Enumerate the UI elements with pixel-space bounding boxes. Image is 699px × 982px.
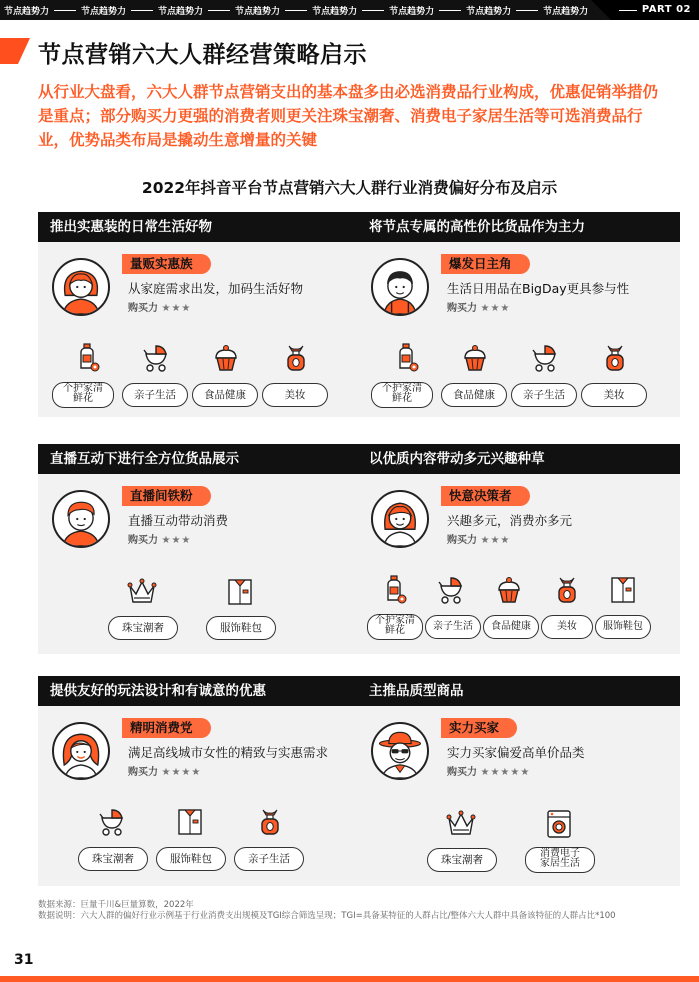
category-chip: 美妆 (581, 383, 647, 407)
category-chip: 消费电子 家居生活 (525, 847, 595, 873)
persona-description: 从家庭需求出发，加码生活好物 (128, 281, 304, 296)
panel-heading: 以优质内容带动多元兴趣种草 (357, 444, 680, 474)
section-tag: 节点趋势力 (312, 6, 358, 17)
page-title: 节点营销六大人群经营策略启示 (38, 42, 367, 68)
purchasing-power: 购买力 ★★★ (128, 303, 192, 314)
shirt-icon (607, 574, 639, 606)
category-chip: 个护家清 鲜花 (371, 382, 433, 408)
part-badge (611, 0, 699, 20)
category-chip: 服饰鞋包 (206, 616, 276, 640)
data-note: 数据说明：六大人群的偏好行业示例基于行业消费支出规模及TGI综合筛选呈现；TGI=具备某特征的人群占比/整体六大人群中具备该特征的人群占比*100 (38, 911, 616, 921)
category-chip: 个护家清 鲜花 (52, 382, 114, 408)
category-chip: 个护家清 鲜花 (367, 614, 423, 640)
star-rating: ★★★ (161, 303, 192, 314)
bottle-icon (72, 342, 104, 374)
category-chip: 亲子生活 (122, 383, 188, 407)
panel-heading: 提供友好的玩法设计和有诚意的优惠 (38, 676, 361, 706)
avatar (371, 490, 429, 548)
bottle-icon (379, 574, 411, 606)
star-rating: ★★★★★ (480, 767, 531, 778)
section-tag: 节点趋势力 (158, 6, 204, 17)
persona-description: 直播互动带动消费 (128, 513, 229, 528)
shirt-icon (224, 576, 256, 608)
section-tag: 节点趋势力 (81, 6, 127, 17)
category-chip: 服饰鞋包 (156, 847, 226, 871)
persona-name: 实力买家 (441, 718, 517, 738)
star-rating: ★★★ (480, 535, 511, 546)
data-source: 数据来源：巨量千川&巨量算数，2022年 (38, 900, 194, 910)
purchasing-power: 购买力 ★★★★★ (447, 767, 531, 778)
category-chip: 亲子生活 (425, 615, 481, 639)
cupcake-icon (493, 574, 525, 606)
persona-panel (38, 212, 361, 417)
avatar (371, 258, 429, 316)
category-chip: 亲子生活 (234, 847, 304, 871)
title-accent-shape (0, 38, 30, 64)
category-chip: 珠宝潮奢 (108, 616, 178, 640)
category-chip: 食品健康 (192, 383, 258, 407)
persona-panel (357, 676, 680, 886)
purchasing-power: 购买力 ★★★ (447, 303, 511, 314)
top-banner (0, 0, 699, 20)
persona-description: 满足高线城市女性的精致与实惠需求 (128, 745, 329, 760)
persona-description: 兴趣多元，消费亦多元 (447, 513, 573, 528)
purchasing-power: 购买力 ★★★ (128, 535, 192, 546)
category-chip: 珠宝潮奢 (78, 847, 148, 871)
perfume-icon (254, 806, 286, 838)
panel-heading: 推出实惠装的日常生活好物 (38, 212, 361, 242)
avatar (52, 722, 110, 780)
cupcake-icon (210, 342, 242, 374)
category-chip: 食品健康 (483, 615, 539, 639)
category-chip: 美妆 (541, 615, 593, 639)
section-title: 2022年抖音平台节点营销六大人群行业消费偏好分布及启示 (141, 179, 558, 197)
category-chip: 美妆 (262, 383, 328, 407)
shirt-icon (174, 806, 206, 838)
crown-icon (126, 576, 158, 608)
persona-name: 快意决策者 (441, 486, 530, 506)
persona-name: 量贩实惠族 (122, 254, 211, 274)
persona-panel (357, 444, 680, 654)
persona-description: 生活日用品在BigDay更具参与性 (447, 281, 630, 296)
section-tag: 节点趋势力 (235, 6, 281, 17)
avatar (52, 490, 110, 548)
category-chip: 服饰鞋包 (595, 615, 651, 639)
category-chip: 食品健康 (441, 383, 507, 407)
avatar (52, 258, 110, 316)
panel-heading: 将节点专属的高性价比货品作为主力 (357, 212, 680, 242)
avatar (371, 722, 429, 780)
cupcake-icon (459, 342, 491, 374)
persona-name: 直播间铁粉 (122, 486, 211, 506)
persona-description: 实力买家偏爱高单价品类 (447, 745, 585, 760)
crown-icon (445, 808, 477, 840)
panel-heading: 直播互动下进行全方位货品展示 (38, 444, 361, 474)
category-chip: 亲子生活 (511, 383, 577, 407)
perfume-icon (551, 574, 583, 606)
washer-icon (543, 808, 575, 840)
category-chip: 珠宝潮奢 (427, 848, 497, 872)
intro-text: 从行业大盘看，六大人群节点营销支出的基本盘多由必选消费品行业构成，优惠促销举措仍是重点；部分购买力更强的消费者则更关注珠宝潮奢、消费电子家居生活等可选消费品行业，优势品类布局是撬动生意增量的关键 (38, 83, 659, 149)
persona-panel (38, 676, 361, 886)
section-tag: 节点趋势力 (543, 6, 589, 17)
bottle-icon (391, 342, 423, 374)
page-number: 31 (14, 952, 34, 968)
persona-panel (357, 212, 680, 417)
stroller-icon (435, 574, 467, 606)
perfume-icon (599, 342, 631, 374)
purchasing-power: 购买力 ★★★★ (128, 767, 202, 778)
persona-panel (38, 444, 361, 654)
perfume-icon (280, 342, 312, 374)
section-tag: 节点趋势力 (389, 6, 435, 17)
stroller-icon (96, 806, 128, 838)
star-rating: ★★★★ (161, 767, 202, 778)
purchasing-power: 购买力 ★★★ (447, 535, 511, 546)
section-tag: 节点趋势力 (4, 6, 50, 17)
star-rating: ★★★ (480, 303, 511, 314)
section-tags (0, 0, 588, 20)
persona-name: 爆发日主角 (441, 254, 530, 274)
section-tag: 节点趋势力 (466, 6, 512, 17)
stroller-icon (140, 342, 172, 374)
stroller-icon (529, 342, 561, 374)
persona-name: 精明消费党 (122, 718, 211, 738)
part-label: PART 02 (641, 4, 691, 15)
star-rating: ★★★ (161, 535, 192, 546)
panel-heading: 主推品质型商品 (357, 676, 680, 706)
bottom-accent-bar (0, 976, 699, 982)
